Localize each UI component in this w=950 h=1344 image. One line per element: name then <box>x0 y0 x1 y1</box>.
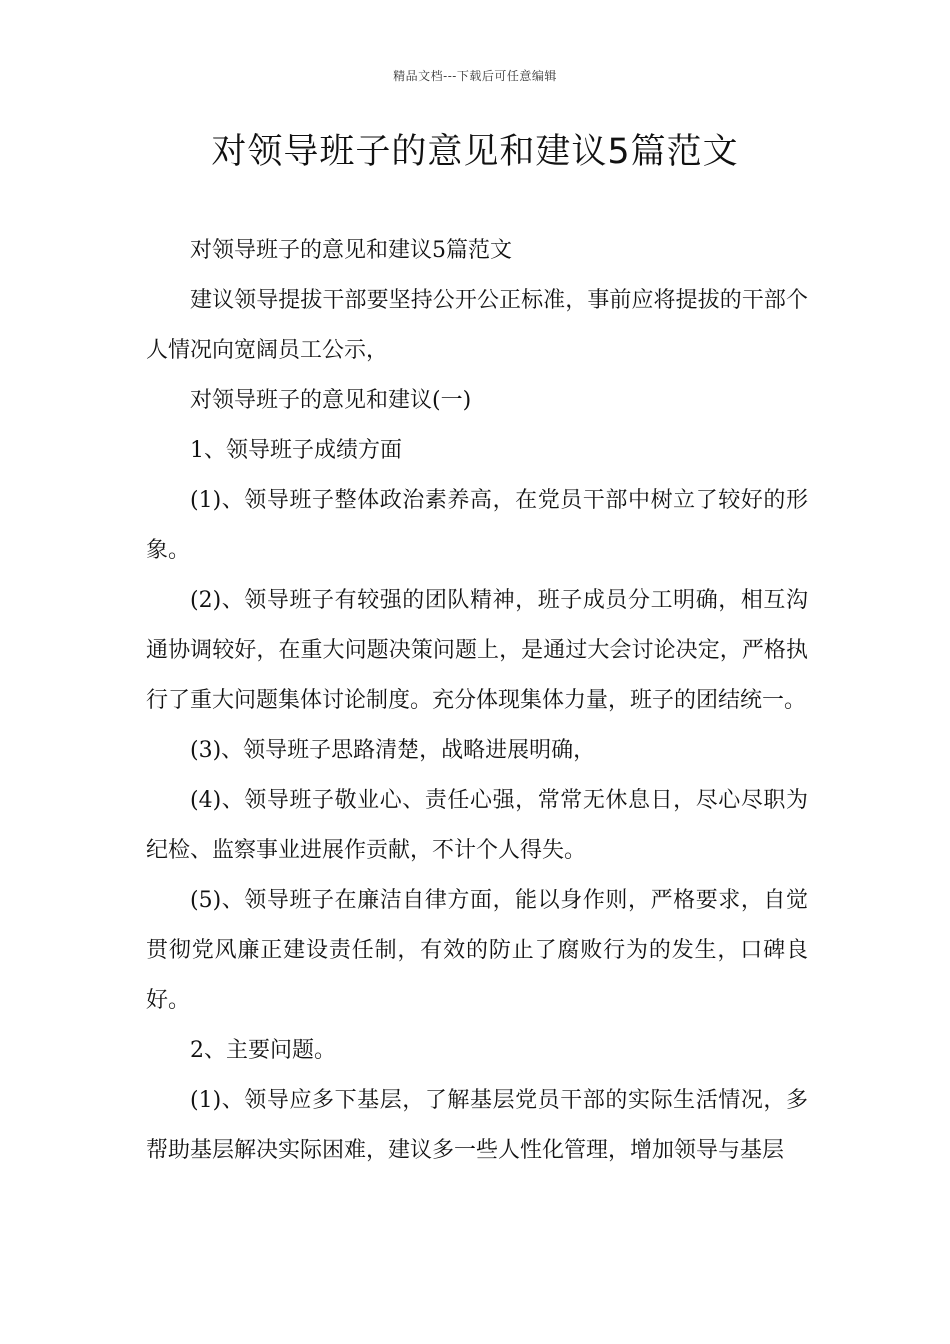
paragraph-subtitle: 对领导班子的意见和建议5篇范文 <box>190 238 512 263</box>
paragraph-item-4: (4)、领导班子敬业心、责任心强，常常无休息日，尽心尽职为纪检、监察事业进展作贡献，不计个人得失。 <box>146 788 808 863</box>
paragraph-item-5: (5)、领导班子在廉洁自律方面，能以身作则，严格要求，自觉贯彻党风廉正建设责任制，有效的防止了腐败行为的发生，口碑良好。 <box>146 888 808 1013</box>
paragraph-problem-1: (1)、领导应多下基层，了解基层党员干部的实际生活情况，多帮助基层解决实际困难，建议多一些人性化管理，增加领导与基层 <box>146 1088 808 1163</box>
paragraph-heading-problems: 2、主要问题。 <box>190 1038 336 1063</box>
paragraph-item-2: (2)、领导班子有较强的团队精神，班子成员分工明确，相互沟通协调较好，在重大问题决策问题上，是通过大会讨论决定，严格执行了重大问题集体讨论制度。充分体现集体力量，班子的团结统一。 <box>146 588 808 713</box>
document-body <box>146 226 808 1176</box>
paragraph-section-heading: 对领导班子的意见和建议(一) <box>190 388 472 413</box>
paragraph-heading-achievements: 1、领导班子成绩方面 <box>190 438 402 463</box>
paragraph-item-1: (1)、领导班子整体政治素养高，在党员干部中树立了较好的形象。 <box>146 488 808 563</box>
document-title: 对领导班子的意见和建议5篇范文 <box>211 132 739 172</box>
header-note: 精品文档---下载后可任意编辑 <box>393 69 557 83</box>
paragraph-item-3: (3)、领导班子思路清楚，战略进展明确， <box>190 738 596 763</box>
paragraph-intro: 建议领导提拔干部要坚持公开公正标准，事前应将提拔的干部个人情况向宽阔员工公示， <box>146 288 808 363</box>
